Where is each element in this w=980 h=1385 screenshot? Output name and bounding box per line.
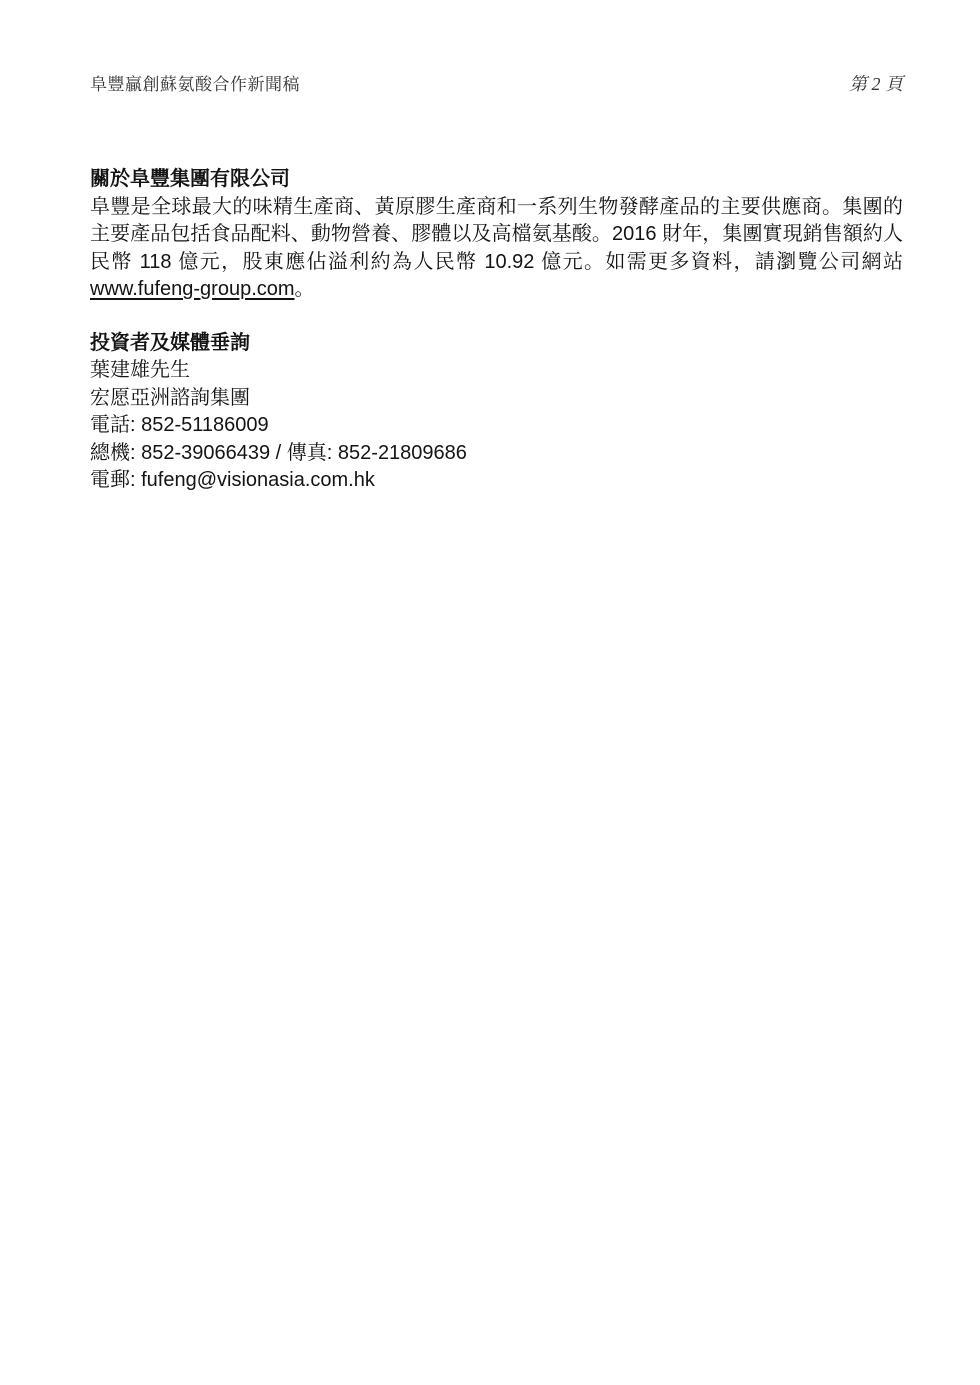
contact-person-name: 葉建雄先生: [90, 359, 190, 381]
contact-email: 電郵: fufeng@visionasia.com.hk: [90, 469, 375, 491]
header-page-number: 第 2 頁: [849, 74, 903, 94]
page-header: [90, 70, 903, 96]
sentence-period: 。: [294, 278, 315, 300]
about-company-paragraph: [90, 194, 903, 304]
contact-switchboard-fax: 總機: 852-39066439 / 傳真: 852-21809686: [90, 441, 467, 464]
about-company-heading: 關於阜豐集團有限公司: [90, 168, 290, 190]
document-body: [90, 166, 903, 495]
contact-heading: 投資者及媒體垂詢: [90, 331, 250, 354]
section-about-company: [90, 166, 903, 304]
contact-company-name: 宏愿亞洲諮詢集團: [90, 386, 250, 409]
company-website-link[interactable]: www.fufeng-group.com: [90, 278, 295, 300]
section-investor-media-contact: [90, 330, 903, 495]
contact-phone: 電話: 852-51186009: [90, 414, 269, 436]
about-company-text: 阜豐是全球最大的味精生產商、黃原膠生產商和一系列生物發酵產品的主要供應商。集團的主要產品包括食品配料、動物營養、膠體以及高檔氨基酸。2016 財年，集團實現銷售額約人民幣 118 億元，股東應佔溢利約為人民幣 10.92 億元。如需更多資料，請瀏覽公司網站: [90, 195, 903, 273]
header-document-title: 阜豐贏創蘇氨酸合作新聞稿: [90, 75, 300, 94]
